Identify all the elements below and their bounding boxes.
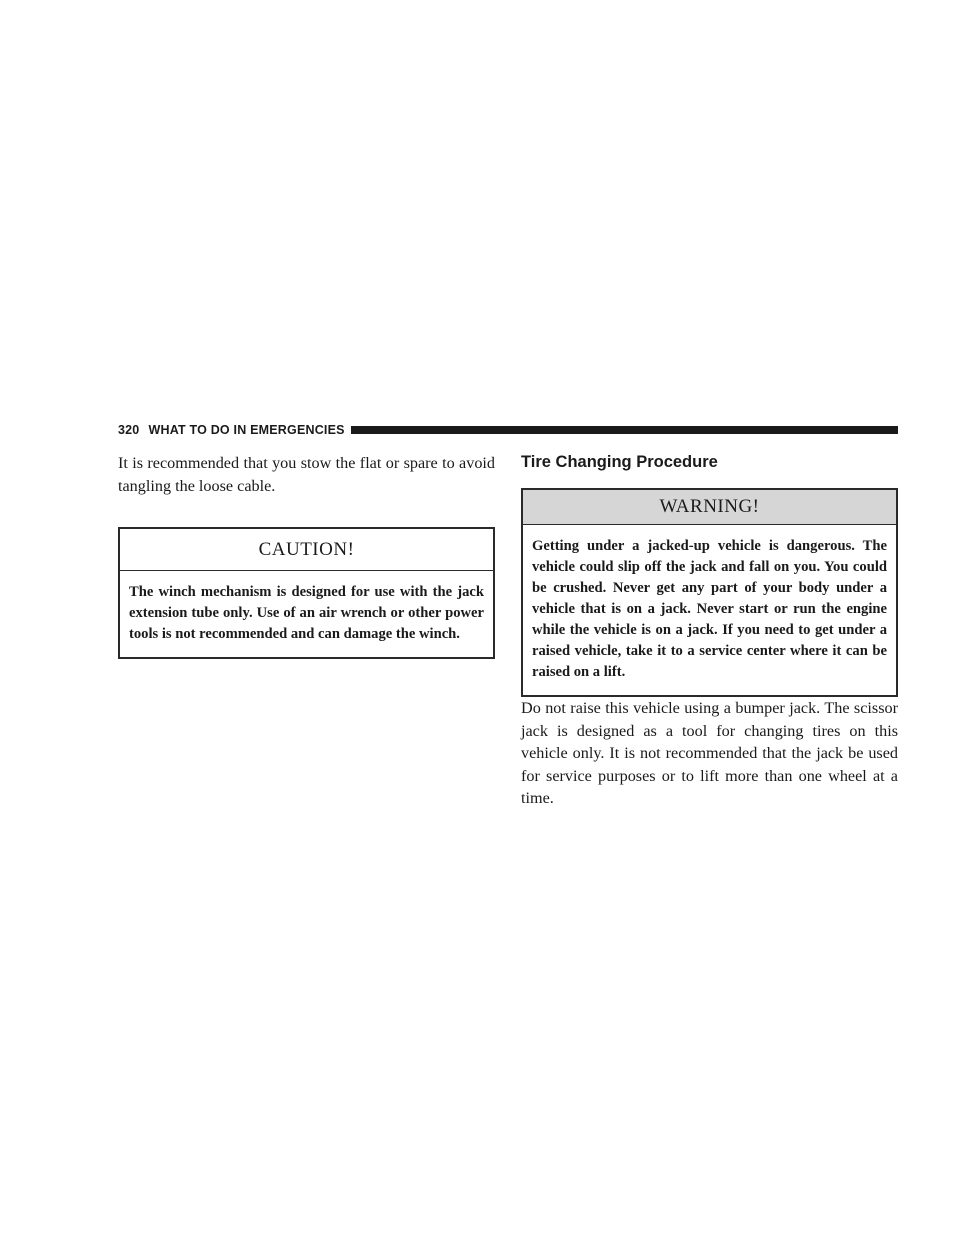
caution-title: CAUTION! [120,529,493,571]
warning-body: Getting under a jacked-up vehicle is dangerous. The vehicle could slip off the jack and fall on you. You could be crushed. Never get any part of your body under a vehicle that is on a jack. Never start or run the engine while the vehicle is on a jack. If you need to get under a raised vehicle, take it to a service center where it can be raised on a lift. [532,538,887,680]
left-column [118,452,495,659]
page-number: 320 [118,423,140,437]
header-rule [351,426,898,434]
caution-box [118,527,495,659]
intro-paragraph: It is recommended that you stow the flat or spare to avoid tangling the loose cable. [118,454,495,495]
page-header [118,423,898,437]
section-title: WHAT TO DO IN EMERGENCIES [148,423,345,437]
jack-paragraph: Do not raise this vehicle using a bumper jack. The scissor jack is designed as a tool for changing tires on this vehicle only. It is not recommended that the jack be used for service purposes or to lift more than one wheel at a time. [521,699,898,807]
caution-body: The winch mechanism is designed for use with the jack extension tube only. Use of an air wrench or other power tools is not recommended and can damage the winch. [129,584,484,642]
section-heading: Tire Changing Procedure [521,453,718,471]
right-column [521,452,898,810]
warning-box [521,488,898,697]
warning-title: WARNING! [523,490,896,525]
